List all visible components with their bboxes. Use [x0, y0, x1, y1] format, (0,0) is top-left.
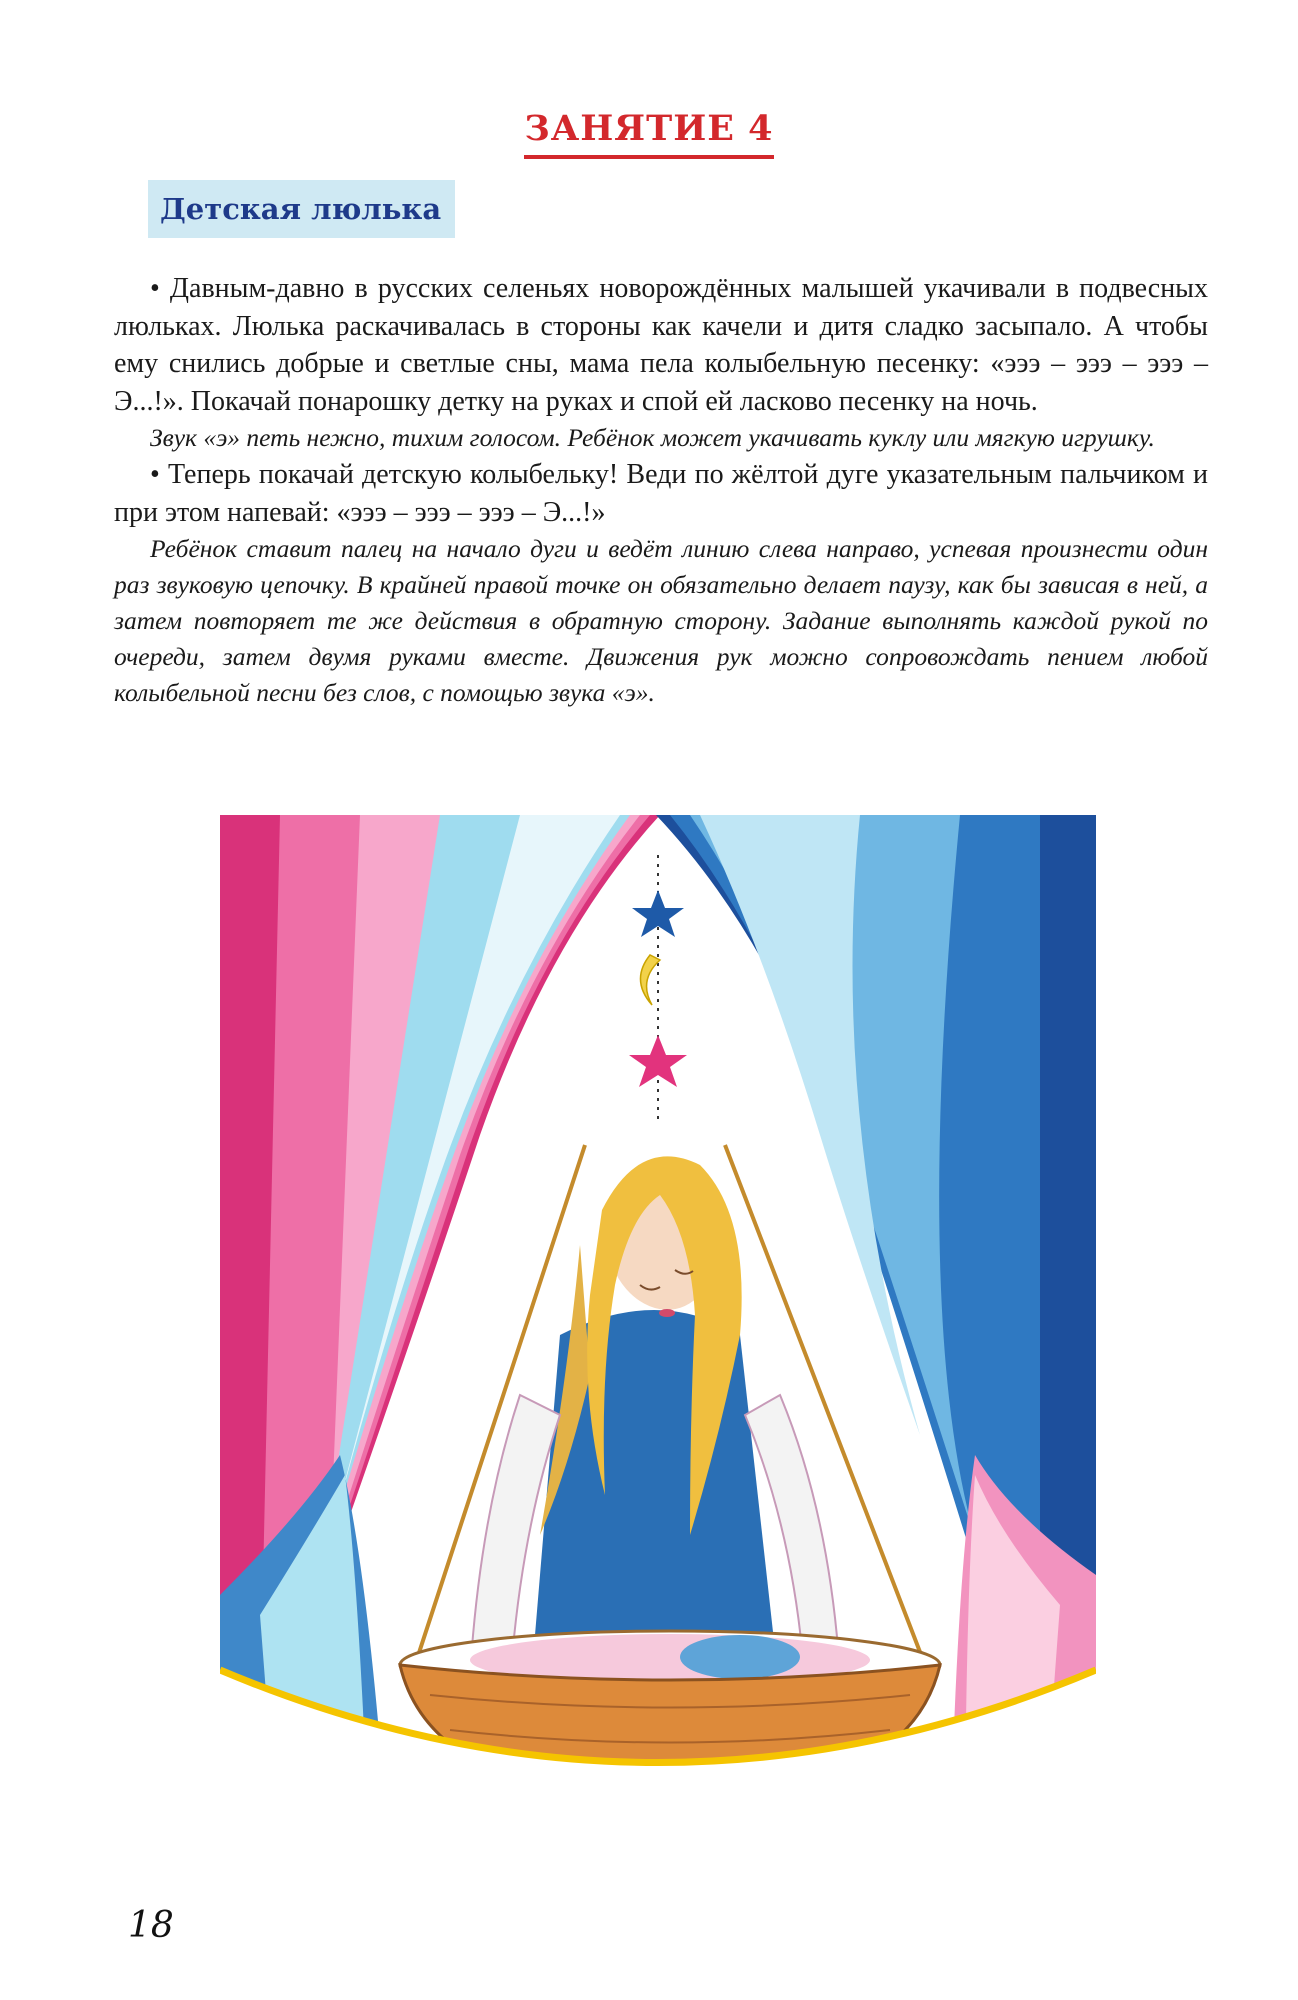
lesson-title: [0, 108, 1298, 159]
cradle-illustration: [220, 815, 1096, 1875]
paragraph-2: • Теперь покачай детскую колыбельку! Веди по жёлтой дуге указательным пальчиком и при этом напевай: «эээ – эээ – эээ – Э...!»: [114, 459, 1208, 528]
cradle-basket: [400, 1631, 940, 1805]
mother-dress-lower: [510, 1800, 820, 1875]
page-number: 18: [128, 1905, 174, 1946]
cradle-illustration-svg: [220, 815, 1096, 1875]
paragraph-1: • Давным-давно в русских селеньях новорождённых малышей укачивали в подвесных люльках. Люлька раскачивалась в стороны как качели и дитя сладко засыпало. А чтобы ему снились добрые и светлые сны, мама пела колыбельную песенку: «эээ – эээ – эээ – Э...!». Покачай понарошку детку на руках и спой ей ласково песенку на ночь.: [114, 273, 1208, 417]
note-1: Звук «э» петь нежно, тихим голосом. Ребёнок может укачивать куклу или мягкую игрушку.: [150, 423, 1155, 452]
lesson-title-text: ЗАНЯТИЕ 4: [524, 108, 773, 159]
note-2: Ребёнок ставит палец на начало дуги и ведёт линию слева направо, успевая произнести один раз звуковую цепочку. В крайней правой точке он обязательно делает паузу, как бы зависая в ней, а затем повторяет те же действия в обратную сторону. Задание выполнять каждой рукой по очереди, затем двумя руками вместе. Движения рук можно сопровождать пением любой колыбельной песни без слов, с помощью звука «э».: [114, 534, 1208, 707]
body-text: [114, 270, 1208, 711]
section-title: Детская люлька: [148, 180, 455, 238]
